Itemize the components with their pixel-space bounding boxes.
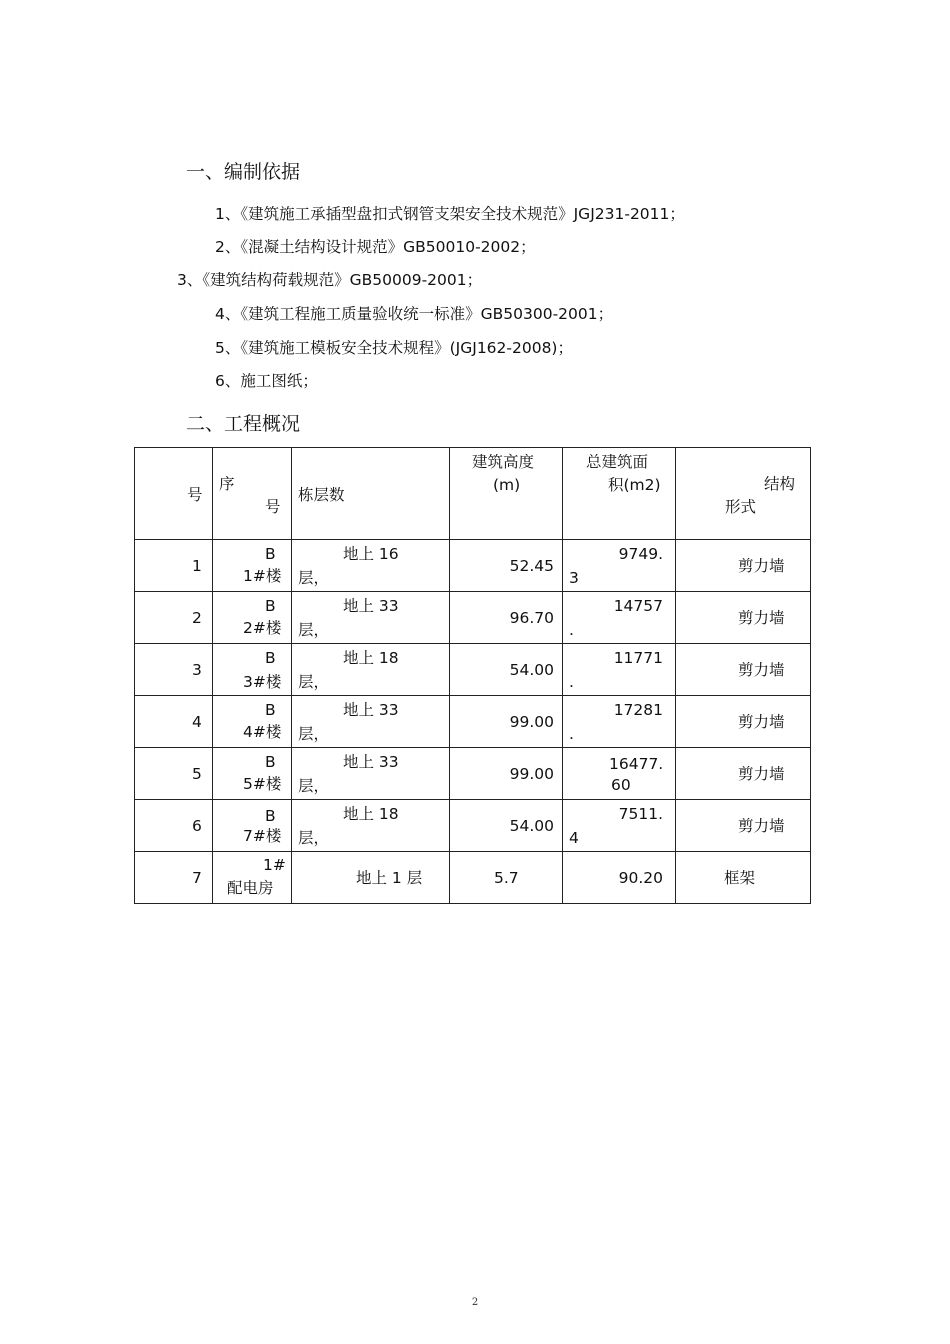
floors-text: 层， <box>298 569 330 587</box>
building-prefix: B <box>265 545 276 563</box>
structure-type: 剪力墙 <box>738 765 785 783</box>
floors-text: 层， <box>298 777 330 795</box>
floors-text: 地上 33 <box>343 701 399 719</box>
table-row <box>135 852 811 904</box>
row-number: 1 <box>192 557 202 575</box>
project-overview-table <box>134 447 811 904</box>
basis-item-5: 5、《建筑施工模板安全技术规程》(JGJ162-2008)； <box>215 339 573 357</box>
table-row <box>135 592 811 644</box>
area-value: 3 <box>569 569 579 587</box>
area-value: 16477. <box>609 755 664 773</box>
building-name: 2#楼 <box>243 619 282 637</box>
building-prefix: B <box>265 807 276 825</box>
row-number: 7 <box>192 869 202 887</box>
section-1-title: 一、编制依据 <box>186 161 301 183</box>
area-value: 14757 <box>613 597 663 615</box>
building-prefix: B <box>265 753 276 771</box>
structure-type: 剪力墙 <box>738 609 785 627</box>
header-cell <box>450 448 563 540</box>
building-name: 4#楼 <box>243 723 282 741</box>
area-value: 60 <box>611 776 631 794</box>
basis-item-2: 2、《混凝土结构设计规范》GB50010-2002； <box>215 238 536 256</box>
area-value: 90.20 <box>618 869 663 887</box>
floors-text: 地上 33 <box>343 753 399 771</box>
structure-type: 剪力墙 <box>738 557 785 575</box>
header-cell <box>213 448 292 540</box>
building-name: 3#楼 <box>243 673 282 691</box>
area-value: 17281 <box>613 701 663 719</box>
building-name: 5#楼 <box>243 775 282 793</box>
header-structure-label: 结构 <box>764 475 796 493</box>
header-cell <box>676 448 811 540</box>
area-value: 7511. <box>618 805 663 823</box>
area-value: . <box>569 725 574 743</box>
building-name: 1#楼 <box>243 567 282 585</box>
table-row <box>135 696 811 748</box>
area-value: . <box>569 673 574 691</box>
height-value: 99.00 <box>509 765 554 783</box>
table-header-row <box>135 448 811 540</box>
height-value: 52.45 <box>509 557 554 575</box>
height-value: 99.00 <box>509 713 554 731</box>
area-value: 11771 <box>613 649 663 667</box>
structure-type: 剪力墙 <box>738 817 785 835</box>
floors-text: 地上 16 <box>343 545 399 563</box>
section-2-title: 二、工程概况 <box>186 413 301 435</box>
header-structure-label: 形式 <box>725 498 757 516</box>
basis-item-1: 1、《建筑施工承插型盘扣式钢管支架安全技术规范》JGJ231-2011； <box>215 205 685 223</box>
header-area-unit: 积(m2) <box>608 476 661 494</box>
basis-item-3: 3、《建筑结构荷载规范》GB50009-2001； <box>177 271 483 289</box>
header-cell <box>135 448 213 540</box>
table-row <box>135 644 811 696</box>
table-row <box>135 540 811 592</box>
header-height-label: 建筑高度 <box>472 453 535 471</box>
height-value: 54.00 <box>509 661 554 679</box>
structure-type: 剪力墙 <box>738 661 785 679</box>
row-number: 3 <box>192 661 202 679</box>
table-row <box>135 748 811 800</box>
floors-text: 层， <box>298 829 330 847</box>
header-area-label: 总建筑面 <box>586 453 649 471</box>
floors-text: 地上 1 层 <box>356 869 423 887</box>
header-height-unit: (m) <box>493 476 521 494</box>
header-seq-label: 序 <box>219 475 235 493</box>
row-number: 5 <box>192 765 202 783</box>
building-prefix: B <box>265 649 276 667</box>
table-row <box>135 800 811 852</box>
height-value: 96.70 <box>509 609 554 627</box>
structure-type: 框架 <box>724 869 756 887</box>
header-cell <box>563 448 676 540</box>
row-number: 4 <box>192 713 202 731</box>
floors-text: 层， <box>298 673 330 691</box>
row-number: 2 <box>192 609 202 627</box>
basis-item-4: 4、《建筑工程施工质量验收统一标准》GB50300-2001； <box>215 305 614 323</box>
row-number: 6 <box>192 817 202 835</box>
header-seq-label: 号 <box>265 498 281 516</box>
height-value: 54.00 <box>509 817 554 835</box>
page-number: 2 <box>471 1297 479 1308</box>
floors-text: 地上 33 <box>343 597 399 615</box>
height-value: 5.7 <box>494 869 519 887</box>
area-value: . <box>569 621 574 639</box>
header-no-label: 号 <box>187 486 203 504</box>
building-prefix: B <box>265 701 276 719</box>
floors-text: 层， <box>298 621 330 639</box>
floors-text: 地上 18 <box>343 805 399 823</box>
building-prefix: B <box>265 597 276 615</box>
building-name: 配电房 <box>227 879 274 897</box>
floors-text: 地上 18 <box>343 649 399 667</box>
header-floors-label: 栋层数 <box>298 486 345 504</box>
basis-item-6: 6、施工图纸； <box>215 372 318 390</box>
area-value: 4 <box>569 829 579 847</box>
area-value: 9749. <box>618 545 663 563</box>
structure-type: 剪力墙 <box>738 713 785 731</box>
building-prefix: 1# <box>263 856 286 874</box>
header-cell <box>292 448 450 540</box>
floors-text: 层， <box>298 725 330 743</box>
building-name: 7#楼 <box>243 827 282 845</box>
